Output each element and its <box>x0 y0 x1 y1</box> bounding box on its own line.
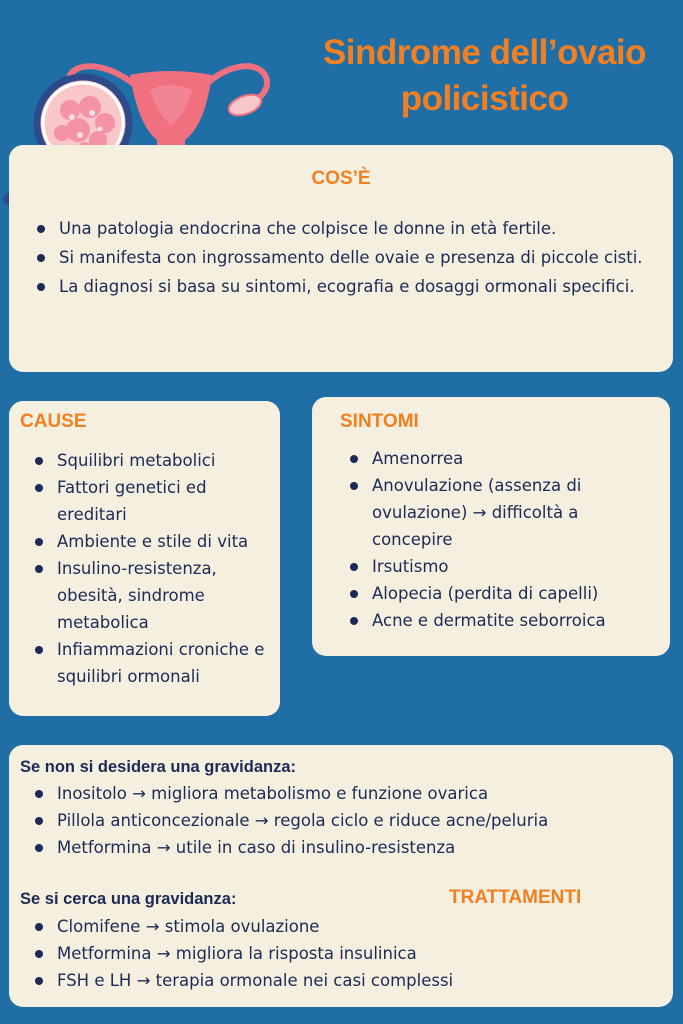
trattamenti-group1-title: Se non si desidera una gravidanza: <box>20 758 296 776</box>
trattamenti-card <box>9 745 673 1007</box>
trattamenti-group2-list <box>31 913 661 994</box>
trattamenti-group2-title: Se si cerca una gravidanza: <box>20 890 237 908</box>
page-title: Sindrome dell’ovaio policistico <box>322 33 647 118</box>
list-item: Metformina → utile in caso di insulino-resistenza <box>31 834 661 861</box>
sintomi-heading: SINTOMI <box>340 411 419 432</box>
list-item: Si manifesta con ingrossamento delle ovaie e presenza di piccole cisti. <box>33 244 643 271</box>
list-item: FSH e LH → terapia ormonale nei casi complessi <box>31 967 661 994</box>
list-item: La diagnosi si basa su sintomi, ecografia e dosaggi ormonali specifici. <box>33 273 643 300</box>
list-item: Acne e dermatite seborroica <box>346 607 646 634</box>
list-item: Una patologia endocrina che colpisce le donne in età fertile. <box>33 215 643 242</box>
list-item: Amenorrea <box>346 445 646 472</box>
list-item: Pillola anticoncezionale → regola ciclo e riduce acne/peluria <box>31 807 661 834</box>
list-item: Insulino-resistenza, obesità, sindrome metabolica <box>31 555 276 636</box>
list-item: Squilibri metabolici <box>31 447 276 474</box>
list-item: Fattori genetici ed ereditari <box>31 474 276 528</box>
list-item: Alopecia (perdita di capelli) <box>346 580 646 607</box>
list-item: Anovulazione (assenza di ovulazione) → difficoltà a concepire <box>346 472 646 553</box>
cose-card <box>9 145 673 372</box>
list-item: Ambiente e stile di vita <box>31 528 276 555</box>
list-item: Metformina → migliora la risposta insulinica <box>31 940 661 967</box>
trattamenti-group1-list <box>31 780 661 861</box>
list-item: Clomifene → stimola ovulazione <box>31 913 661 940</box>
sintomi-card <box>312 397 670 656</box>
list-item: Inositolo → migliora metabolismo e funzione ovarica <box>31 780 661 807</box>
list-item: Infiammazioni croniche e squilibri ormonali <box>31 636 276 690</box>
cose-list <box>33 215 643 300</box>
cose-heading: COS’È <box>311 168 371 189</box>
trattamenti-heading: TRATTAMENTI <box>449 887 582 908</box>
cause-heading: CAUSE <box>20 411 87 432</box>
sintomi-list <box>346 445 646 634</box>
list-item: Irsutismo <box>346 553 646 580</box>
cause-card <box>9 401 280 716</box>
cause-list <box>31 447 276 690</box>
